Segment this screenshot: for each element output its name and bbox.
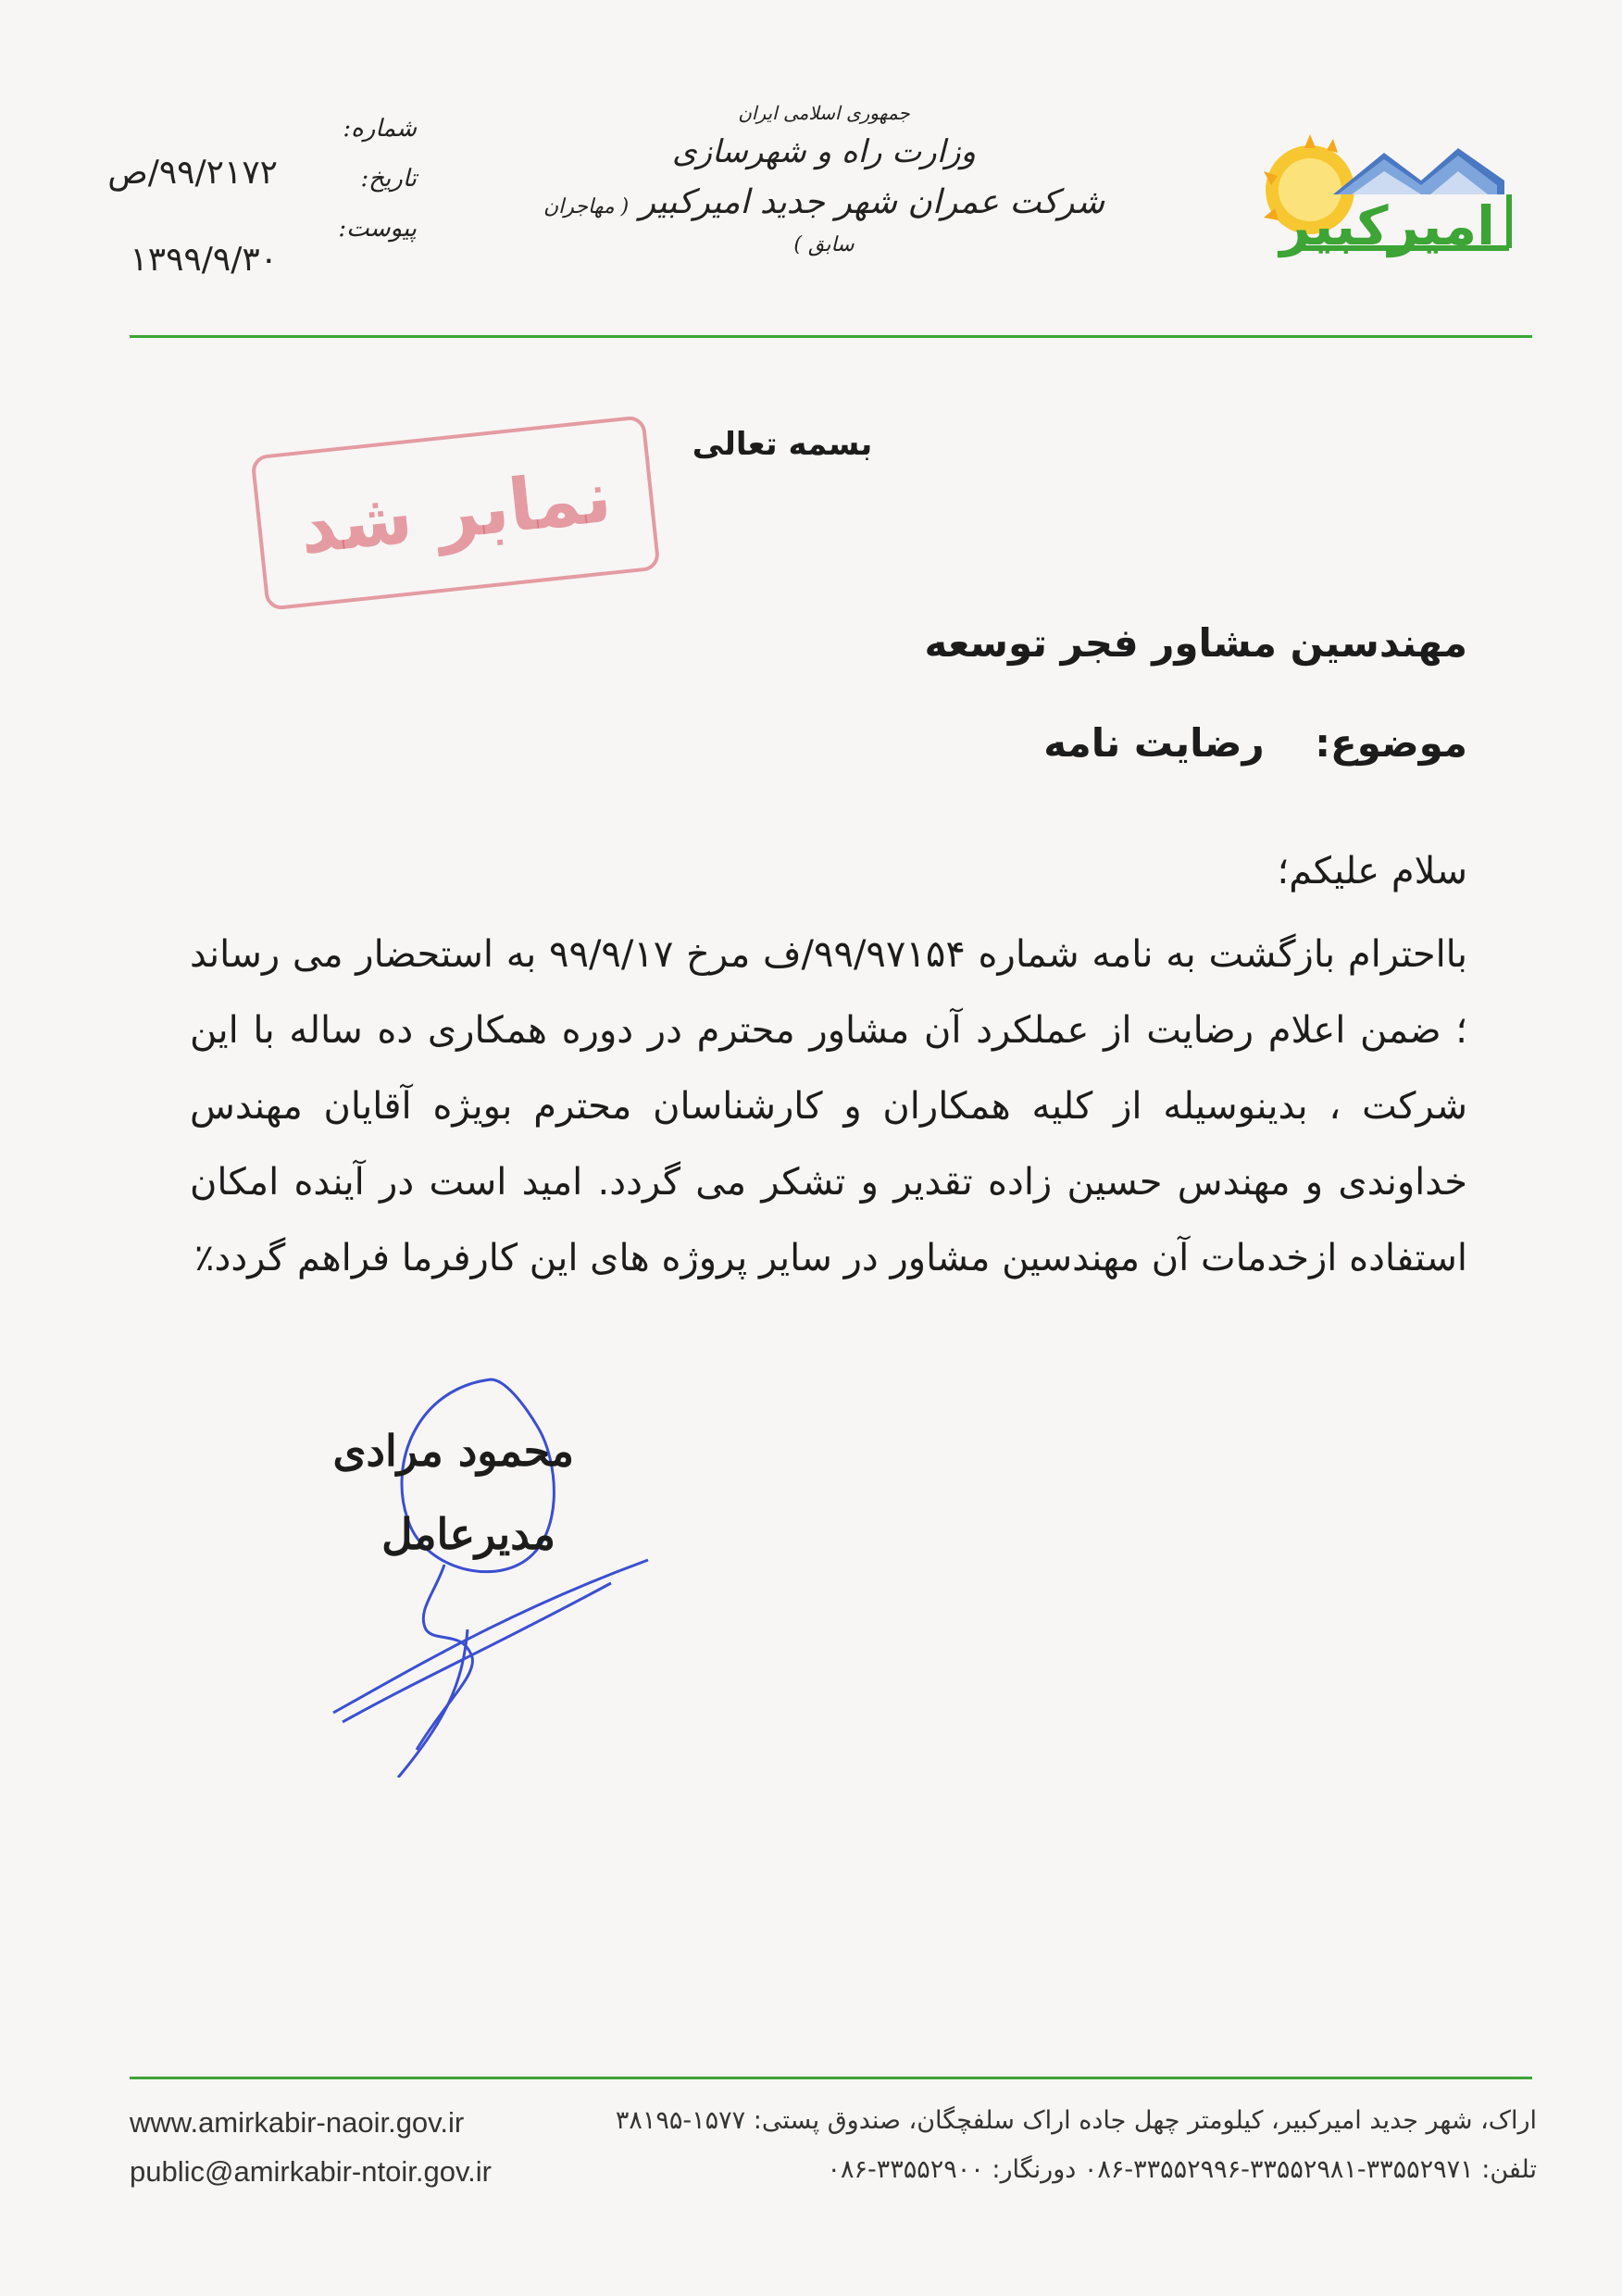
signatory-name: محمود مرادی: [332, 1426, 574, 1476]
subject-label: موضوع:: [1315, 720, 1467, 766]
company-logo: [1245, 130, 1523, 268]
attachment-label: پیوست:: [338, 215, 417, 243]
recipient: مهندسین مشاور فجر توسعه: [924, 620, 1467, 666]
subject-line: [648, 720, 1467, 766]
date-label: تاریخ:: [360, 165, 417, 193]
letter-date: ۱۳۹۹/۹/۳۰: [130, 241, 278, 279]
republic-line: جمهوری اسلامی ایران: [738, 102, 910, 124]
handwritten-signature: [306, 1352, 676, 1778]
footer-email[interactable]: public@amirkabir-ntoir.gov.ir: [130, 2155, 492, 2188]
logo-wordmark: امیرکبیر: [1279, 194, 1495, 257]
number-label: شماره:: [343, 115, 417, 143]
footer-website[interactable]: www.amirkabir-naoir.gov.ir: [130, 2106, 465, 2139]
ministry-line: وزارت راه و شهرسازی: [671, 133, 977, 170]
footer-phones: تلفن: ۳۳۵۵۲۹۷۱-۳۳۵۵۲۹۸۱-۳۳۵۵۲۹۹۶-۰۸۶ دورنگار: ۳۳۵۵۲۹۰۰-۰۸۶: [827, 2155, 1537, 2184]
basmala: بسمه تعالی: [692, 426, 873, 463]
greeting: سلام علیکم؛: [1277, 850, 1467, 892]
signatory-title: مدیرعامل: [381, 1509, 555, 1559]
stamp-text: نمابر شد: [295, 455, 616, 571]
header-divider: [130, 335, 1532, 338]
subject-value: رضایت نامه: [1043, 720, 1265, 766]
letterhead-title-block: [537, 102, 1111, 259]
fax-stamp: [250, 415, 660, 611]
company-name: شرکت عمران شهر جدید امیرکبیر: [639, 183, 1104, 221]
footer-address: اراک، شهر جدید امیرکبیر، کیلومتر چهل جاده اراک سلفچگان، صندوق پستی: ۱۵۷۷-۳۸۱۹۵: [615, 2106, 1537, 2135]
company-former-name: ( مهاجران سابق ): [543, 195, 855, 256]
footer-divider: [130, 2077, 1532, 2079]
letter-body: بااحترام بازگشت به نامه شماره ۹۹/۹۷۱۵۴/ف مرخ ۹۹/۹/۱۷ به استحضار می رساند ؛ ضمن اعلام رضایت از عملکرد آن مشاور محترم در دوره همکاری ده ساله با این شرکت ، بدینوسیله از کلیه همکاران و کارشناسان محترم بویژه آقایان مهندس خداوندی و مهندس حسین زاده تقدیر و تشکر می گردد. امید است در آینده امکان استفاده ازخدمات آن مهندسین مشاور در سایر پروژه های این کارفرما فراهم گردد٪: [190, 933, 1468, 1279]
meta-labels: [315, 104, 417, 254]
letter-number: ۹۹/۲۱۷۲/ص: [107, 154, 278, 192]
meta-values: [56, 130, 278, 304]
company-line: [537, 183, 1111, 259]
